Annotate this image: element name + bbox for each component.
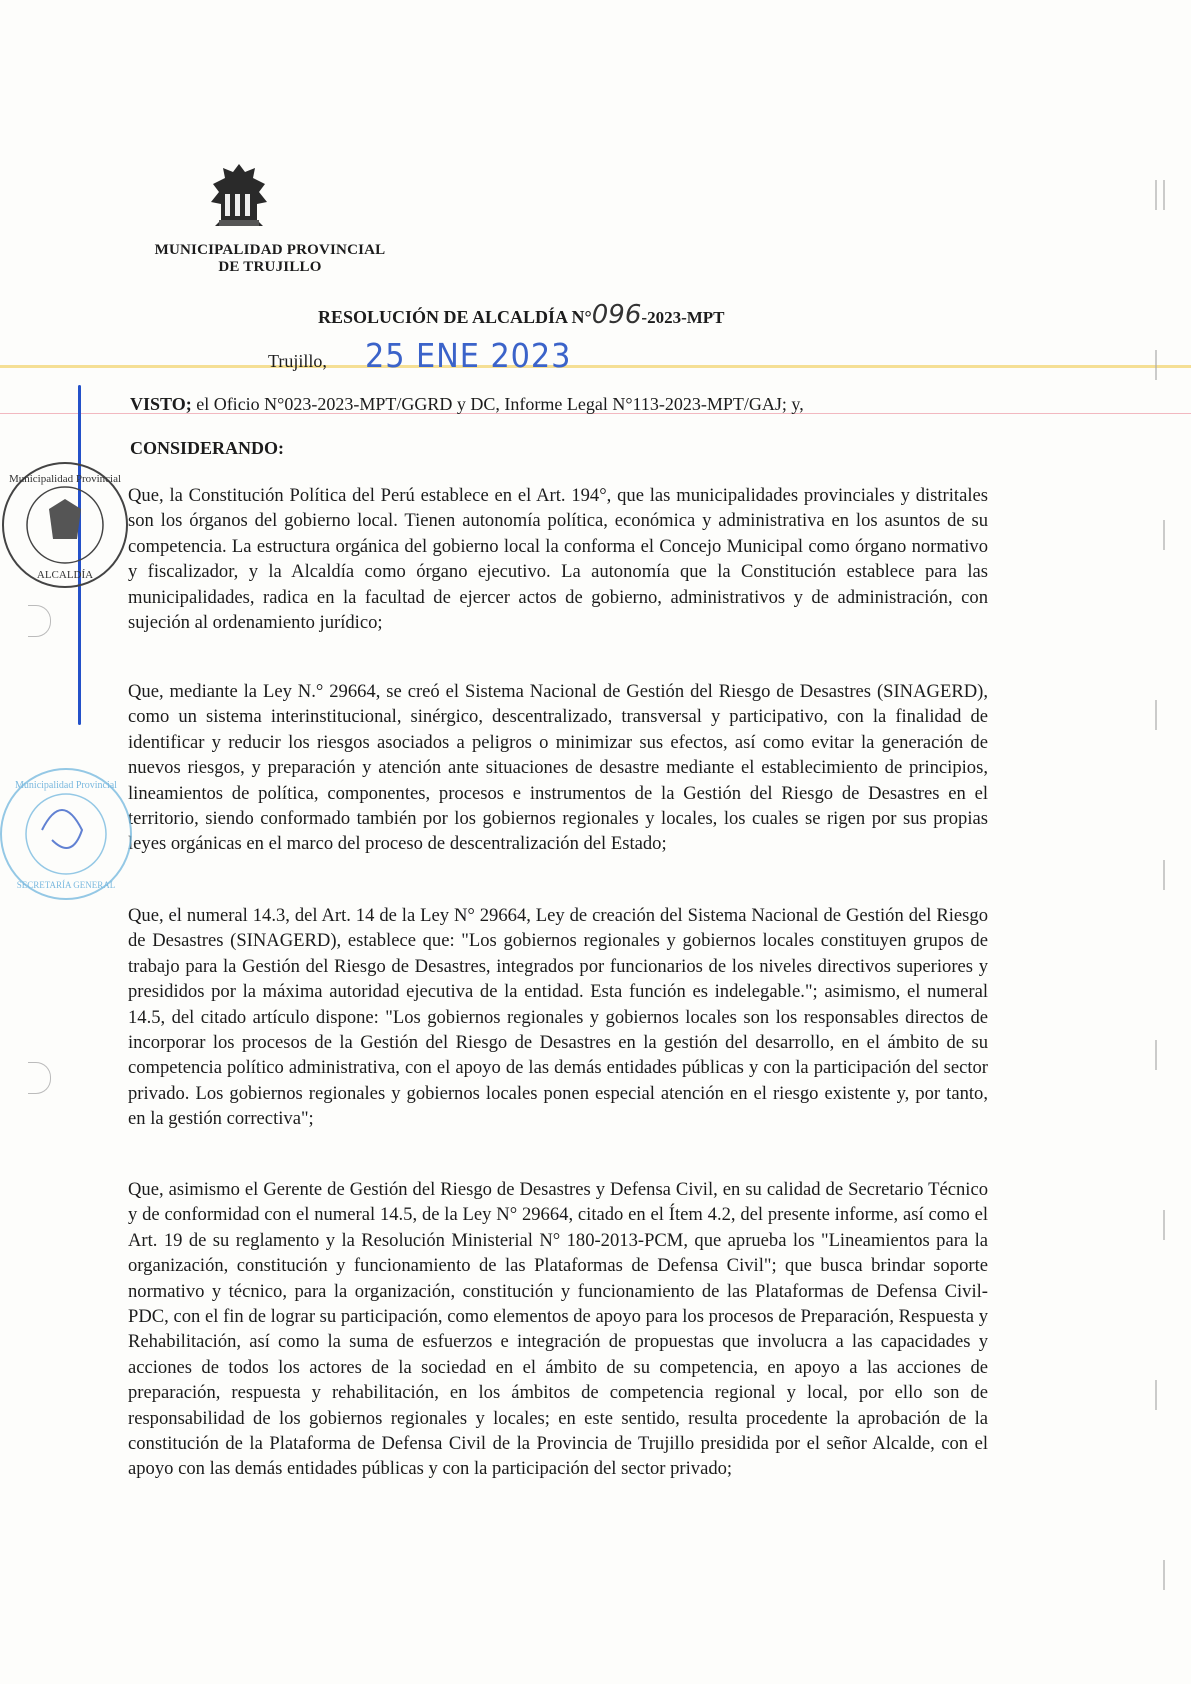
secretaria-seal-stamp bbox=[0, 768, 132, 900]
date-stamp: 25 ENE 2023 bbox=[365, 336, 572, 375]
hole-punch-mark bbox=[28, 605, 51, 637]
svg-text:Municipalidad Provincial: Municipalidad Provincial bbox=[8, 473, 122, 485]
scanner-edge-marks bbox=[1037, 0, 1177, 1684]
svg-text:ALCALDÍA: ALCALDÍA bbox=[36, 569, 94, 581]
resolution-title bbox=[318, 300, 725, 330]
svg-text:Municipalidad Provincial: Municipalidad Provincial bbox=[15, 780, 117, 791]
highlighter-line bbox=[0, 365, 1191, 368]
visto-line bbox=[130, 394, 804, 415]
municipal-crest-logo bbox=[205, 160, 273, 232]
paragraph-numeral-14: Que, el numeral 14.3, del Art. 14 de la Ley N° 29664, Ley de creación del Sistema Nacional de Gestión del Riesgo de Desastres (SINAGERD), establece que: "Los gobiernos regionales y gobiernos locales constituyen grupos de trabajo para la Gestión del Riesgo de Desastres, integrados por funcionarios de los niveles directivos superiores y presididos por la máxima autoridad ejecutiva de la entidad. Esta función es indelegable."; asimismo, el numeral 14.5, del citado artículo dispone: "Los gobiernos regionales y gobiernos locales son los responsables directos de incorporar los procesos de la Gestión del Riesgo de Desastres en la gestión del desarrollo, en el ámbito de su competencia político administrativa, con el apoyo de las demás entidades públicas y con la participación del sector privado. Los gobiernos regionales y gobiernos locales ponen especial atención en el riesgo existente y, por tanto, en la gestión correctiva"; bbox=[128, 905, 988, 1130]
city-label: Trujillo, bbox=[268, 351, 327, 371]
alcaldia-seal-stamp bbox=[2, 462, 128, 588]
visto-text: el Oficio N°023-2023-MPT/GGRD y DC, Informe Legal N°113-2023-MPT/GAJ; y, bbox=[191, 394, 804, 414]
paragraph-defensa-civil: Que, asimismo el Gerente de Gestión del Riesgo de Desastres y Defensa Civil, en su calidad de Secretario Técnico y de conformidad con el numeral 14.5, de la Ley N° 29664, citado en el Ítem 4.2, del presente informe, así como el Art. 19 de su reglamento y la Resolución Ministerial N° 180-2013-PCM, que aprueba los "Lineamientos para la organización, constitución y funcionamiento de las Plataformas de Defensa Civil"; que busca brindar soporte normativo y técnico, para la organización, constitución y funcionamiento de las Plataformas de Defensa Civil-PDC, con el fin de lograr su participación, como elementos de apoyo para los procesos de Preparación, Respuesta y Rehabilitación, así como la suma de esfuerzos e integración de propuestas que involucra a las capacidades y acciones de todos los actores de la sociedad en el ámbito de su competencia, en apoyo a las acciones de preparación, respuesta y rehabilitación, en los ámbitos de competencia regional y local, por ello son de responsabilidad de los gobiernos regionales y locales; en este sentido, resulta procedente la aprobación de la constitución de la Plataforma de Defensa Civil de la Provincia de Trujillo presidida por el señor Alcalde, con el apoyo con las demás entidades públicas y con la participación del sector privado; bbox=[128, 1179, 988, 1480]
title-suffix: -2023-MPT bbox=[641, 308, 725, 327]
visto-label: VISTO; bbox=[130, 394, 192, 414]
considerando-heading: CONSIDERANDO: bbox=[130, 438, 285, 458]
handwritten-resolution-number: 096 bbox=[591, 300, 642, 330]
paragraph-constitution: Que, la Constitución Política del Perú establece en el Art. 194°, que las municipalidades provinciales y distritales son los órganos del gobierno local. Tienen autonomía política, económica y administrativa en los asuntos de su competencia. La estructura orgánica del gobierno local la conforma el Concejo Municipal como órgano normativo y fiscalizador, y la Alcaldía como órgano ejecutivo. La autonomía que la Constitución establece para las municipalidades, radica en la facultad de ejercer actos de gobierno, administrativos y de administración, con sujeción al ordenamiento jurídico; bbox=[128, 485, 988, 634]
institution-line-2: DE TRUJILLO bbox=[218, 259, 322, 275]
paragraph-sinagerd: Que, mediante la Ley N.° 29664, se creó el Sistema Nacional de Gestión del Riesgo de Desastres (SINAGERD), como un sistema interinstitucional, sinérgico, descentralizado, transversal y participativo, con la finalidad de identificar y reducir los riesgos asociados a peligros o minimizar sus efectos, así como evitar la generación de nuevos riesgos, y preparación y atención ante situaciones de desastre mediante el establecimiento de principios, lineamientos de política, componentes, procesos e instrumentos de la Gestión del Riesgo de Desastres en el territorio, siendo conformado también por los gobiernos regionales y locales, los cuales se rigen por sus propias leyes orgánicas en el marco del proceso de descentralización del Estado; bbox=[128, 681, 988, 855]
institution-line-1: MUNICIPALIDAD PROVINCIAL bbox=[154, 242, 386, 258]
title-prefix: RESOLUCIÓN DE ALCALDÍA N° bbox=[318, 307, 592, 327]
institution-name bbox=[130, 242, 410, 276]
hole-punch-mark bbox=[28, 1062, 51, 1094]
svg-text:SECRETARÍA GENERAL: SECRETARÍA GENERAL bbox=[16, 880, 116, 890]
